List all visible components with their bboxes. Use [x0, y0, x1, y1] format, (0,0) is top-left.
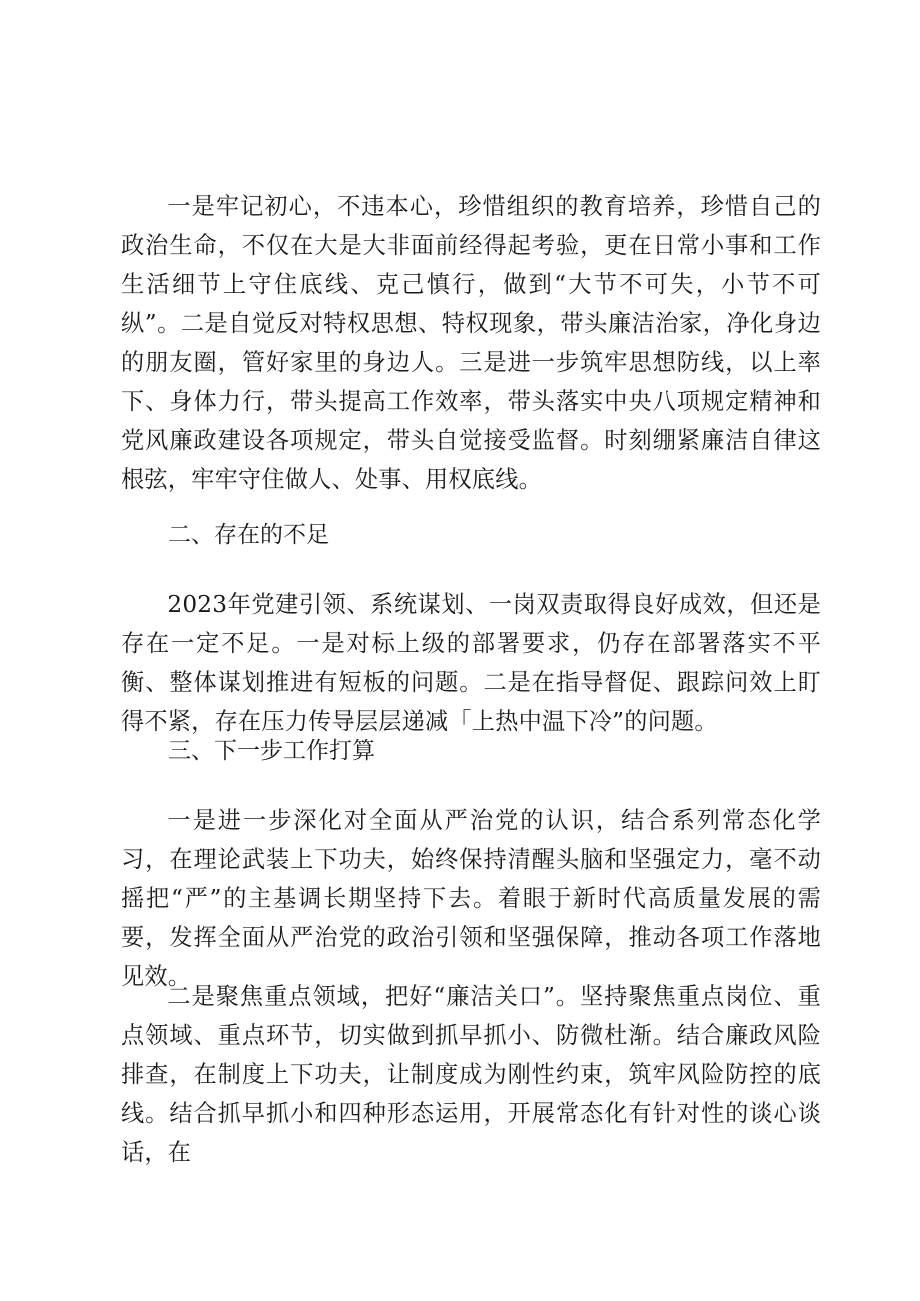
- section-heading-shortcomings: 二、存在的不足: [168, 522, 329, 548]
- section-heading-next-steps: 三、下一步工作打算: [168, 738, 375, 764]
- paragraph-shortcomings: 2023年党建引领、系统谋划、一岗双责取得良好成效，但还是存在一定不足。一是对标上级的部署要求，仍存在部署落实不平衡、整体谋划推进有短板的问题。二是在指导督促、跟踪问效上盯得不紧，存在压力传导层层递减「上热中温下冷”的问题。: [121, 591, 821, 736]
- paragraph-next-step-two: 二是聚焦重点领域，把好“廉洁关口”。坚持聚焦重点岗位、重点领域、重点环节，切实做到抓早抓小、防微杜渐。结合廉政风险排查，在制度上下功夫，让制度成为刚性约束，筑牢风险防控的底线。结合抓早抓小和四种形态运用，开展常态化有针对性的谈心谈话，在: [121, 983, 821, 1167]
- paragraph-next-step-one: 一是进一步深化对全面从严治党的认识，结合系列常态化学习，在理论武装上下功夫，始终保持清醒头脑和坚强定力，毫不动摇把“严”的主基调长期坚持下去。着眼于新时代高质量发展的需要，发挥全面从严治党的政治引领和坚强保障，推动各项工作落地见效。: [121, 807, 821, 991]
- paragraph-commitments: 一是牢记初心，不违本心，珍惜组织的教育培养，珍惜自己的政治生命，不仅在大是大非面前经得起考验，更在日常小事和工作生活细节上守住底线、克己慎行，做到“大节不可失，小节不可纵”。二是自觉反对特权思想、特权现象，带头廉洁治家，净化身边的朋友圈，管好家里的身边人。三是进一步筑牢思想防线，以上率下、身体力行，带头提高工作效率，带头落实中央八项规定精神和党风廉政建设各项规定，带头自觉接受监督。时刻绷紧廉洁自律这根弦，牢牢守住做人、处事、用权底线。: [121, 193, 821, 494]
